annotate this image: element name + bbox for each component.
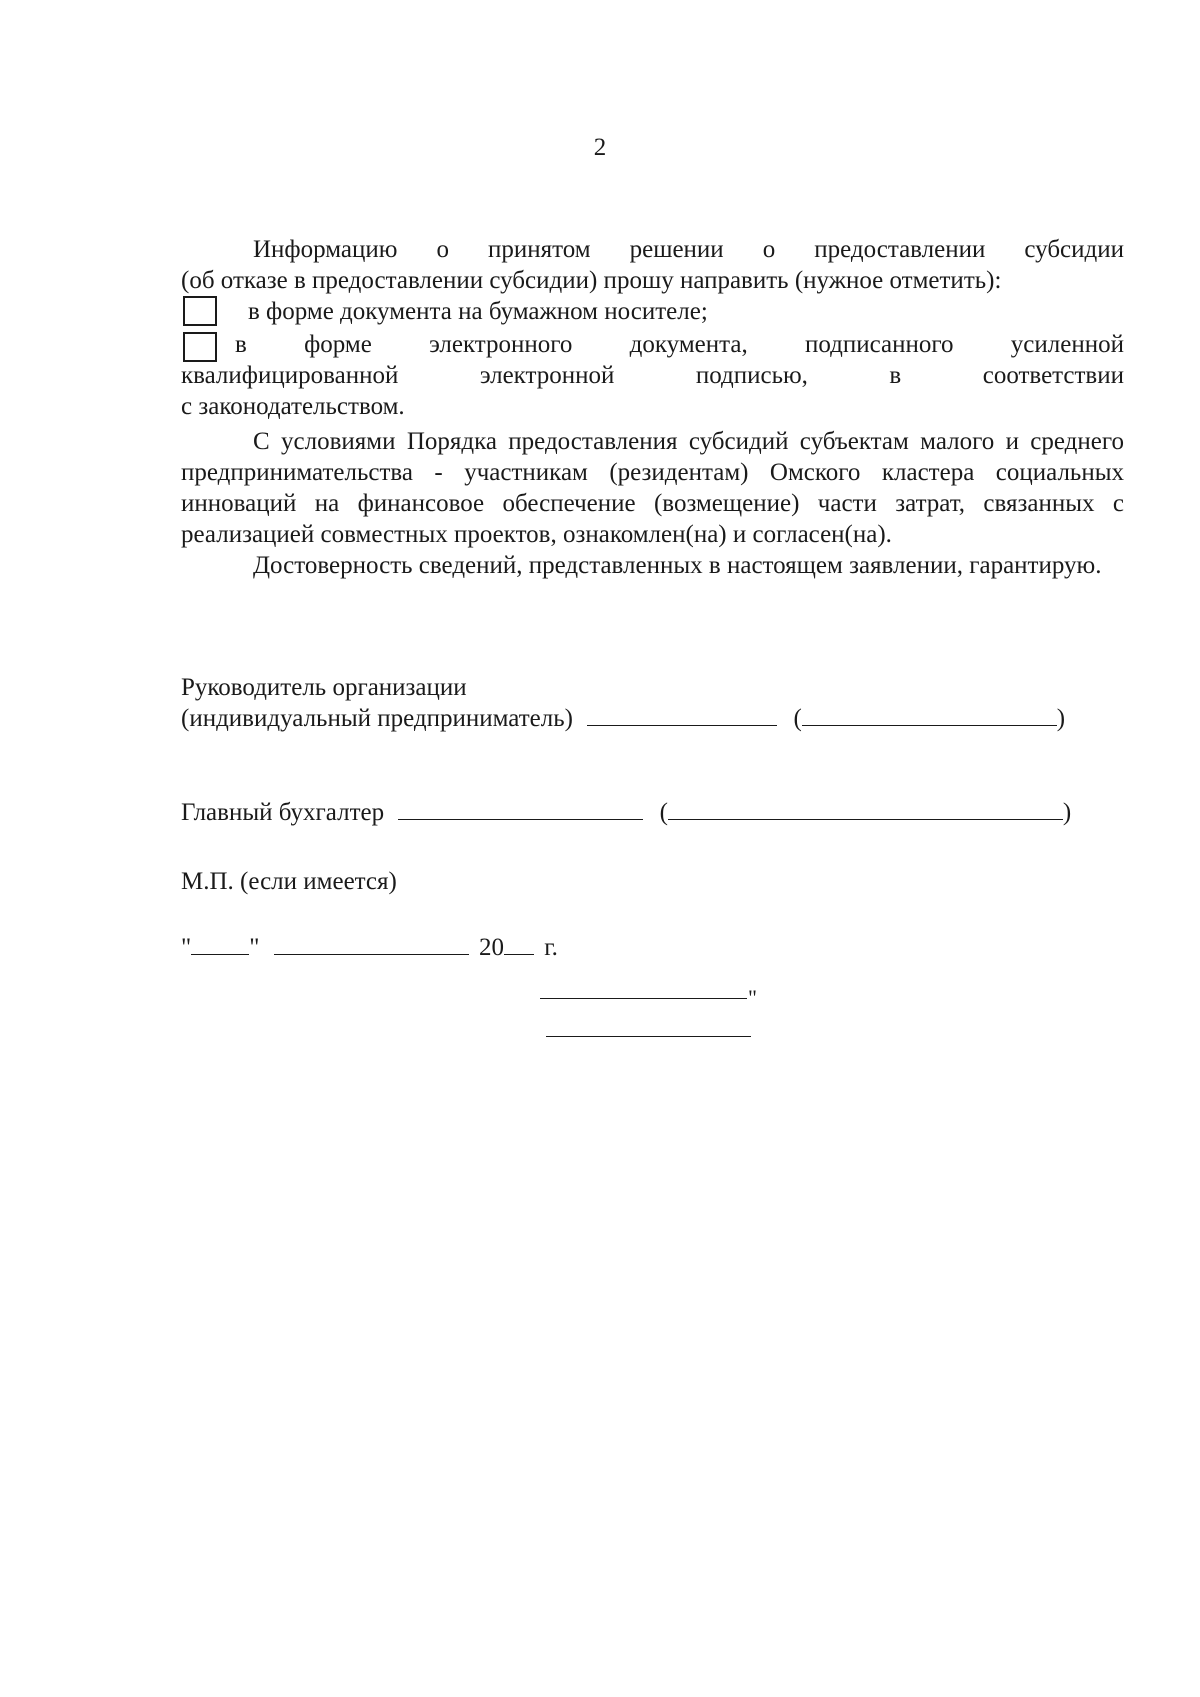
head-open-paren: ( (793, 705, 802, 732)
head-signature-field[interactable] (587, 703, 777, 726)
option-paper[interactable] (181, 296, 1124, 327)
page-number: 2 (593, 134, 607, 161)
date-block (181, 932, 1141, 963)
footer-quote: " (748, 985, 757, 1010)
head-close-paren: ) (1056, 705, 1066, 732)
paper-format-checkbox[interactable] (183, 296, 217, 326)
year-suffix: г. (544, 934, 558, 961)
option-electronic-line-1: в форме электронного документа, подписанного усиленной (235, 331, 1124, 358)
month-field[interactable] (274, 932, 469, 955)
accountant-signature-block (181, 797, 1141, 828)
accountant-name-field[interactable] (668, 797, 1063, 820)
head-signature-block (181, 672, 1141, 734)
guarantee-paragraph: Достоверность сведений, представленных в настоящем заявлении, гарантирую. (253, 552, 1102, 579)
intro-line-2: (об отказе в предоставлении субсидии) прошу направить (нужное отметить): (181, 267, 1002, 294)
date-open-quote: " (181, 934, 192, 961)
option-electronic[interactable] (181, 329, 1124, 422)
year-field[interactable] (504, 932, 534, 955)
accountant-title: Главный бухгалтер (181, 799, 385, 826)
year-prefix: 20 (478, 934, 504, 961)
date-line (181, 932, 1141, 963)
option-electronic-line-3: с законодательством. (181, 393, 405, 420)
head-signature-line (181, 703, 1141, 734)
date-close-quote: " (249, 934, 260, 961)
footer-line-2 (546, 1036, 751, 1037)
intro-line-1: Информацию о принятом решении о предоставлении субсидии (253, 236, 1124, 263)
option-paper-label: в форме документа на бумажном носителе; (248, 298, 708, 325)
day-field[interactable] (191, 932, 249, 955)
accountant-open-paren: ( (659, 799, 668, 826)
accountant-close-paren: ) (1062, 799, 1072, 826)
stamp-block (181, 866, 1141, 897)
accountant-signature-line (181, 797, 1141, 828)
footer-line-1 (540, 998, 747, 999)
application-text (181, 234, 1124, 581)
accountant-signature-field[interactable] (398, 797, 643, 820)
stamp-label: М.П. (если имеется) (181, 868, 397, 895)
conditions-paragraph: С условиями Порядка предоставления субсидий субъектам малого и среднего предпринимательства - участникам (резидентам) Омского кластера социальных инноваций на финансовое обеспечение (возмещение) части затрат, связанных с реализацией совместных проектов, ознакомлен(на) и согласен(на). (181, 428, 1124, 548)
option-electronic-line-2: квалифицированной электронной подписью, в соответствии (181, 362, 1124, 389)
head-title: Руководитель организации (181, 674, 467, 701)
head-name-field[interactable] (802, 703, 1057, 726)
head-subtitle: (индивидуальный предприниматель) (181, 705, 573, 732)
electronic-format-checkbox[interactable] (183, 332, 217, 362)
